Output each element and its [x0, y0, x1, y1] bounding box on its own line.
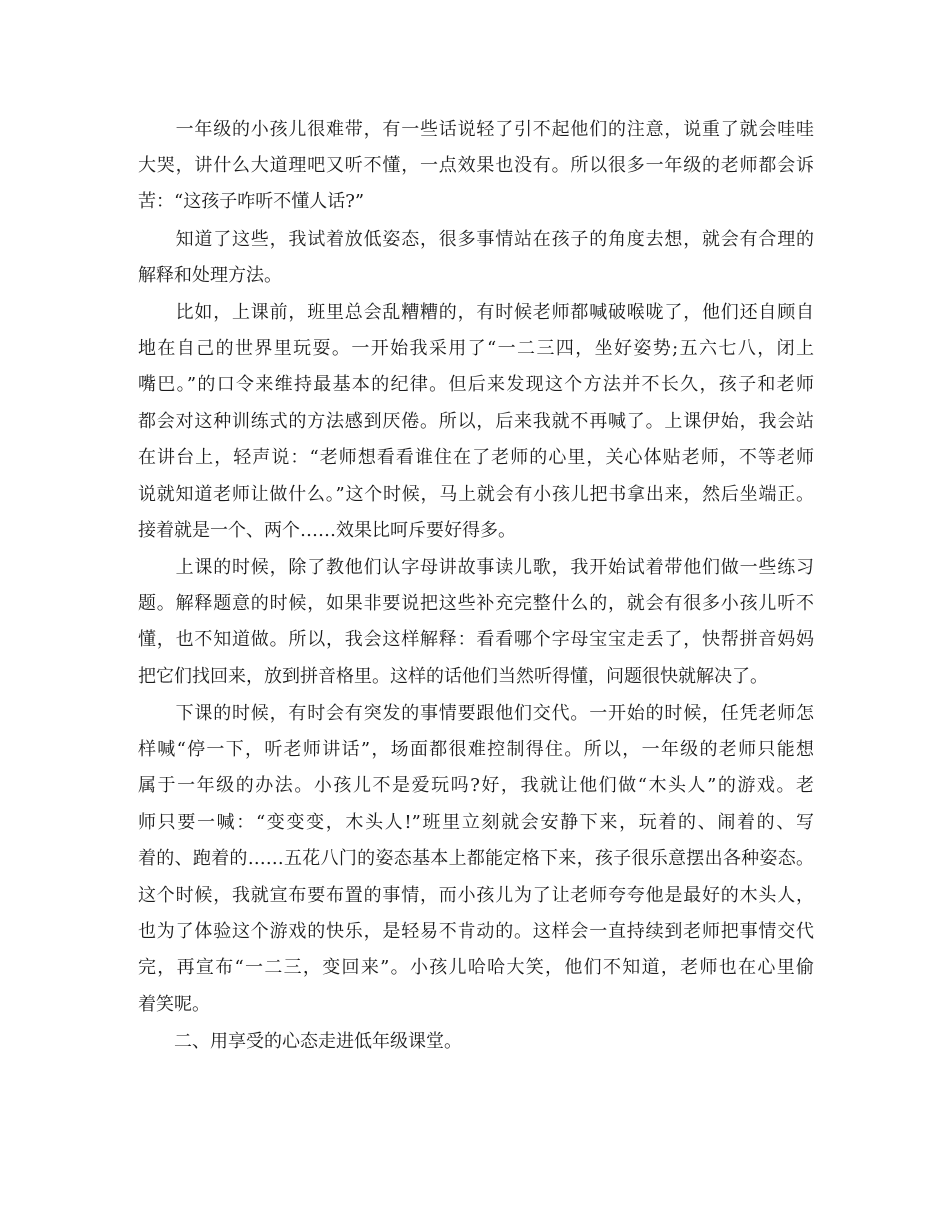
text-line: 题。解释题意的时候，如果非要说把这些补充完整什么的，就会有很多小孩儿听不 [138, 593, 814, 614]
text-line: 下课的时候，有时会有突发的事情要跟他们交代。一开始的时候，任凭老师怎 [138, 703, 814, 724]
text-line: 解释和处理方法。 [138, 265, 282, 286]
text-line: 上课的时候，除了教他们认字母讲故事读儿歌，我开始试着带他们做一些练习 [138, 557, 814, 578]
text-line: 着笑呢。 [138, 994, 210, 1015]
text-line: 完，再宣布“一二三，变回来”。小孩儿哈哈大笑，他们不知道，老师也在心里偷 [138, 957, 814, 978]
text-line: 苦：“这孩子咋听不懂人话?” [138, 191, 365, 212]
text-line: 样喊“停一下，听老师讲话”，场面都很难控制得住。所以，一年级的老师只能想 [138, 739, 814, 760]
text-line: 接着就是一个、两个……效果比呵斥要好得多。 [138, 520, 516, 541]
text-line: 都会对这种训练式的方法感到厌倦。所以，后来我就不再喊了。上课伊始，我会站 [138, 411, 814, 432]
section-heading: 二、用享受的心态走进低年级课堂。 [138, 1031, 462, 1052]
text-line: 属于一年级的办法。小孩儿不是爱玩吗?好，我就让他们做“木头人”的游戏。老 [138, 775, 814, 796]
text-line: 地在自己的世界里玩耍。一开始我采用了“一二三四，坐好姿势;五六七八，闭上 [138, 338, 814, 359]
text-line: 说就知道老师让做什么。”这个时候，马上就会有小孩儿把书拿出来，然后坐端正。 [138, 484, 814, 505]
text-line: 也为了体验这个游戏的快乐，是轻易不肯动的。这样会一直持续到老师把事情交代 [138, 921, 814, 942]
text-line: 比如，上课前，班里总会乱糟糟的，有时候老师都喊破喉咙了，他们还自顾自 [138, 302, 814, 323]
text-line: 一年级的小孩儿很难带，有一些话说轻了引不起他们的注意，说重了就会哇哇 [138, 119, 814, 140]
text-line: 把它们找回来，放到拼音格里。这样的话他们当然听得懂，问题很快就解决了。 [138, 666, 768, 687]
text-line: 大哭，讲什么大道理吧又听不懂，一点效果也没有。所以很多一年级的老师都会诉 [138, 155, 814, 176]
text-line: 知道了这些，我试着放低姿态，很多事情站在孩子的角度去想，就会有合理的 [138, 229, 814, 250]
text-line: 在讲台上，轻声说：“老师想看看谁住在了老师的心里，关心体贴老师，不等老师 [138, 447, 814, 468]
text-line: 着的、跑着的……五花八门的姿态基本上都能定格下来，孩子很乐意摆出各种姿态。 [138, 848, 814, 869]
text-line: 嘴巴。”的口令来维持最基本的纪律。但后来发现这个方法并不长久，孩子和老师 [138, 374, 814, 395]
text-line: 懂，也不知道做。所以，我会这样解释：看看哪个字母宝宝走丢了，快帮拼音妈妈 [138, 629, 814, 650]
text-line: 师只要一喊：“变变变，木头人!”班里立刻就会安静下来，玩着的、闹着的、写 [138, 812, 814, 833]
text-line: 这个时候，我就宣布要布置的事情，而小孩儿为了让老师夸夸他是最好的木头人， [138, 885, 814, 906]
